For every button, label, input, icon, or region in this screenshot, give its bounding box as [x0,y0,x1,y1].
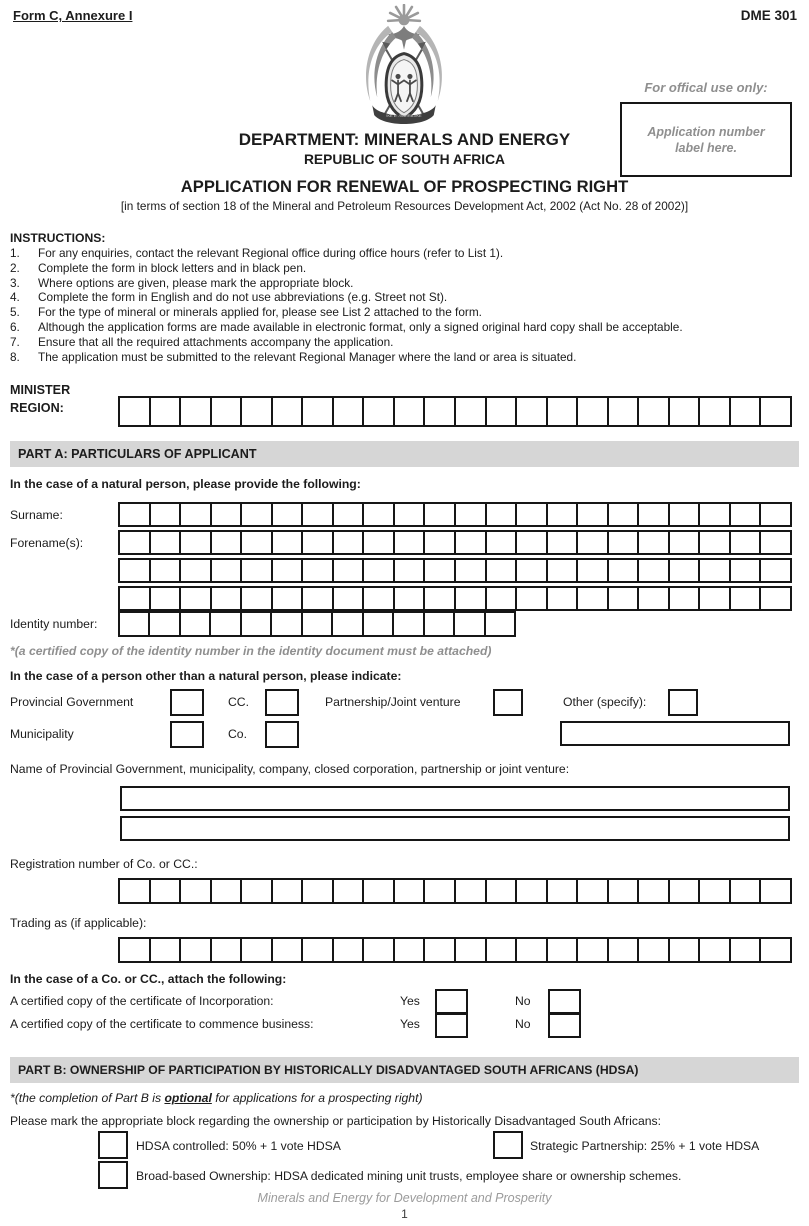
grid-cell[interactable] [393,398,424,425]
grid-cell[interactable] [698,939,729,961]
grid-cell[interactable] [698,398,729,425]
grid-cell[interactable] [515,398,546,425]
grid-cell[interactable] [240,398,271,425]
grid-cell[interactable] [148,613,178,635]
grid-cell[interactable] [485,398,516,425]
grid-cell[interactable] [120,613,148,635]
grid-cell[interactable] [454,398,485,425]
commence-yes-label: Yes [400,1017,420,1031]
grid-cell[interactable] [576,398,607,425]
grid-cell[interactable] [120,532,149,553]
grid-cell[interactable] [332,939,363,961]
grid-cell[interactable] [637,504,668,525]
grid-cell[interactable] [179,398,210,425]
registration-grid[interactable] [118,878,792,904]
grid-cell[interactable] [332,504,363,525]
application-number-placeholder: Application number label here. [647,124,765,155]
grid-cell[interactable] [210,939,241,961]
grid-cell[interactable] [149,398,180,425]
grid-cell[interactable] [515,588,546,609]
grid-cell[interactable] [607,532,638,553]
registration-heading: Registration number of Co. or CC.: [10,857,198,871]
municipality-checkbox[interactable] [170,721,204,748]
forename-grid-2[interactable] [118,558,792,583]
grid-cell[interactable] [637,532,668,553]
grid-cell[interactable] [546,588,577,609]
natural-person-heading: In the case of a natural person, please provide the following: [10,477,361,491]
grid-cell[interactable] [515,880,546,902]
grid-cell[interactable] [729,560,760,581]
grid-cell[interactable] [546,880,577,902]
grid-cell[interactable] [270,613,300,635]
grid-cell[interactable] [392,613,422,635]
grid-cell[interactable] [759,560,790,581]
grid-cell[interactable] [301,398,332,425]
instruction-item: 4. Complete the form in English and do not use abbreviations (e.g. Street not St). [10,290,448,305]
commence-yes-checkbox[interactable] [435,1013,468,1038]
trading-grid[interactable] [118,937,792,963]
grid-cell[interactable] [423,880,454,902]
incorporation-yes-checkbox[interactable] [435,989,468,1014]
grid-cell[interactable] [423,939,454,961]
identity-grid[interactable] [118,611,516,637]
identity-note: *(a certified copy of the identity number in the identity document must be attached) [10,644,492,658]
grid-cell[interactable] [271,504,302,525]
partnership-checkbox[interactable] [493,689,523,716]
surname-label: Surname: [10,508,63,522]
grid-cell[interactable] [637,588,668,609]
grid-cell[interactable] [668,939,699,961]
hdsa-controlled-label: HDSA controlled: 50% + 1 vote HDSA [136,1139,341,1153]
grid-cell[interactable] [698,588,729,609]
coat-of-arms-motto: !KE E: /XARRA //KE [386,113,422,119]
grid-cell[interactable] [546,560,577,581]
grid-cell[interactable] [546,398,577,425]
instruction-item: 2. Complete the form in block letters and in black pen. [10,260,307,275]
commence-no-label: No [515,1017,531,1031]
instruction-item: 3. Where options are given, please mark the appropriate block. [10,275,354,290]
grid-cell[interactable] [576,880,607,902]
official-use-label: For offical use only: [644,80,768,95]
hdsa-controlled-checkbox[interactable] [98,1131,128,1159]
grid-cell[interactable] [149,588,180,609]
commence-label: A certified copy of the certificate to commence business: [10,1017,314,1031]
grid-cell[interactable] [332,532,363,553]
identity-label: Identity number: [10,617,98,631]
grid-cell[interactable] [240,504,271,525]
other-specify-input[interactable] [560,721,790,746]
grid-cell[interactable] [393,880,424,902]
co-checkbox[interactable] [265,721,299,748]
municipality-label: Municipality [10,727,74,741]
part-b-header: PART B: OWNERSHIP OF PARTICIPATION BY HISTORICALLY DISADVANTAGED SOUTH AFRICANS (HDSA) [10,1057,799,1083]
grid-cell[interactable] [759,504,790,525]
incorporation-no-label: No [515,994,531,1008]
grid-cell[interactable] [332,560,363,581]
grid-cell[interactable] [485,504,516,525]
grid-cell[interactable] [240,560,271,581]
grid-cell[interactable] [485,880,516,902]
grid-cell[interactable] [423,588,454,609]
grid-cell[interactable] [759,532,790,553]
forename-grid-3[interactable] [118,586,792,611]
grid-cell[interactable] [485,939,516,961]
grid-cell[interactable] [454,939,485,961]
grid-cell[interactable] [423,560,454,581]
grid-cell[interactable] [393,532,424,553]
region-grid[interactable] [118,396,792,427]
grid-cell[interactable] [454,588,485,609]
grid-cell[interactable] [210,880,241,902]
grid-cell[interactable] [209,613,239,635]
grid-cell[interactable] [515,939,546,961]
grid-cell[interactable] [423,398,454,425]
grid-cell[interactable] [698,504,729,525]
grid-cell[interactable] [271,398,302,425]
grid-cell[interactable] [454,560,485,581]
footer-motto: Minerals and Energy for Development and Prosperity [257,1191,552,1205]
grid-cell[interactable] [240,532,271,553]
grid-cell[interactable] [362,613,392,635]
grid-cell[interactable] [362,504,393,525]
grid-cell[interactable] [149,880,180,902]
grid-cell[interactable] [362,398,393,425]
grid-cell[interactable] [668,398,699,425]
grid-cell[interactable] [120,880,149,902]
grid-cell[interactable] [210,588,241,609]
strategic-partnership-checkbox[interactable] [493,1131,523,1159]
grid-cell[interactable] [149,504,180,525]
grid-cell[interactable] [484,613,514,635]
grid-cell[interactable] [149,939,180,961]
page-number: 1 [401,1207,408,1221]
region-label: REGION: [10,401,64,415]
other-specify-label: Other (specify): [563,695,647,709]
grid-cell[interactable] [729,588,760,609]
grid-cell[interactable] [698,532,729,553]
grid-cell[interactable] [331,613,361,635]
surname-grid[interactable] [118,502,792,527]
grid-cell[interactable] [607,560,638,581]
grid-cell[interactable] [362,880,393,902]
grid-cell[interactable] [120,504,149,525]
grid-cell[interactable] [301,939,332,961]
instruction-item: 8. The application must be submitted to the relevant Regional Manager where the land or area is situated. [10,349,577,364]
grid-cell[interactable] [729,939,760,961]
grid-cell[interactable] [454,880,485,902]
grid-cell[interactable] [210,504,241,525]
grid-cell[interactable] [301,504,332,525]
grid-cell[interactable] [362,532,393,553]
form-code: Form C, Annexure I [13,8,133,23]
grid-cell[interactable] [332,588,363,609]
part-b-mark-note: Please mark the appropriate block regarding the ownership or participation by Historically Disadvantaged South Africans: [10,1114,662,1128]
cc-checkbox[interactable] [265,689,299,716]
grid-cell[interactable] [759,398,790,425]
grid-cell[interactable] [729,532,760,553]
grid-cell[interactable] [301,588,332,609]
grid-cell[interactable] [759,880,790,902]
broad-based-checkbox[interactable] [98,1161,128,1189]
grid-cell[interactable] [362,939,393,961]
page-title: APPLICATION FOR RENEWAL OF PROSPECTING RIGHT [180,177,629,196]
grid-cell[interactable] [515,560,546,581]
grid-cell[interactable] [149,532,180,553]
partnership-label: Partnership/Joint venture [325,695,461,709]
instruction-item: 1. For any enquiries, contact the relevant Regional office during office hours (refer to List 1). [10,246,504,260]
grid-cell[interactable] [607,939,638,961]
provincial-government-label: Provincial Government [10,695,134,709]
grid-cell[interactable] [546,532,577,553]
broad-based-label: Broad-based Ownership: HDSA dedicated mining unit trusts, employee share or ownership schemes. [136,1169,682,1183]
grid-cell[interactable] [210,398,241,425]
grid-cell[interactable] [759,588,790,609]
grid-cell[interactable] [240,588,271,609]
commence-no-checkbox[interactable] [548,1013,581,1038]
grid-cell[interactable] [515,504,546,525]
grid-cell[interactable] [453,613,483,635]
grid-cell[interactable] [607,398,638,425]
grid-cell[interactable] [729,880,760,902]
forename-label: Forename(s): [10,536,84,550]
grid-cell[interactable] [423,613,453,635]
grid-cell[interactable] [576,532,607,553]
grid-cell[interactable] [179,588,210,609]
grid-cell[interactable] [332,880,363,902]
grid-cell[interactable] [362,588,393,609]
grid-cell[interactable] [485,532,516,553]
grid-cell[interactable] [393,939,424,961]
incorporation-yes-label: Yes [400,994,420,1008]
grid-cell[interactable] [576,504,607,525]
grid-cell[interactable] [637,398,668,425]
grid-cell[interactable] [301,532,332,553]
grid-cell[interactable] [362,560,393,581]
attach-heading: In the case of a Co. or CC., attach the following: [10,972,287,986]
instructions-block [10,231,800,364]
grid-cell[interactable] [120,560,149,581]
grid-cell[interactable] [271,532,302,553]
incorporation-label: A certified copy of the certificate of Incorporation: [10,994,274,1008]
forename-grid-1[interactable] [118,530,792,555]
grid-cell[interactable] [301,560,332,581]
grid-cell[interactable] [454,504,485,525]
grid-cell[interactable] [240,880,271,902]
grid-cell[interactable] [576,560,607,581]
grid-cell[interactable] [120,588,149,609]
other-checkbox[interactable] [668,689,698,716]
grid-cell[interactable] [179,560,210,581]
strategic-partnership-label: Strategic Partnership: 25% + 1 vote HDSA [530,1139,760,1153]
grid-cell[interactable] [423,532,454,553]
grid-cell[interactable] [668,880,699,902]
grid-cell[interactable] [301,613,331,635]
grid-cell[interactable] [637,880,668,902]
incorporation-no-checkbox[interactable] [548,989,581,1014]
grid-cell[interactable] [271,939,302,961]
entity-name-heading: Name of Provincial Government, municipality, company, closed corporation, partnership or joint venture: [10,762,570,776]
grid-cell[interactable] [637,560,668,581]
entity-name-input-1[interactable] [120,786,790,811]
minister-label: MINISTER [10,383,71,397]
grid-cell[interactable] [149,560,180,581]
grid-cell[interactable] [637,939,668,961]
grid-cell[interactable] [607,504,638,525]
grid-cell[interactable] [393,588,424,609]
trading-heading: Trading as (if applicable): [10,916,147,930]
grid-cell[interactable] [546,939,577,961]
country-title: REPUBLIC OF SOUTH AFRICA [303,152,506,167]
optional-word: optional [164,1091,212,1105]
south-africa-coat-of-arms-icon [344,4,464,134]
grid-cell[interactable] [668,504,699,525]
grid-cell[interactable] [485,560,516,581]
grid-cell[interactable] [332,398,363,425]
grid-cell[interactable] [179,939,210,961]
grid-cell[interactable] [546,504,577,525]
grid-cell[interactable] [576,588,607,609]
instructions-heading: INSTRUCTIONS: [10,231,106,245]
grid-cell[interactable] [301,880,332,902]
instruction-item: 7. Ensure that all the required attachments accompany the application. [10,334,394,349]
grid-cell[interactable] [668,532,699,553]
instruction-item: 5. For the type of mineral or minerals applied for, please see List 2 attached to the form. [10,305,482,320]
grid-cell[interactable] [120,398,149,425]
grid-cell[interactable] [698,880,729,902]
grid-cell[interactable] [698,560,729,581]
dme-number: DME 301 [740,8,797,23]
grid-cell[interactable] [485,588,516,609]
grid-cell[interactable] [271,560,302,581]
grid-cell[interactable] [393,504,424,525]
grid-cell[interactable] [393,560,424,581]
grid-cell[interactable] [515,532,546,553]
grid-cell[interactable] [240,613,270,635]
grid-cell[interactable] [423,504,454,525]
grid-cell[interactable] [120,939,149,961]
grid-cell[interactable] [240,939,271,961]
department-title: DEPARTMENT: MINERALS AND ENERGY [238,130,571,149]
grid-cell[interactable] [607,880,638,902]
instruction-item: 6. Although the application forms are made available in electronic format, only a signed original hard copy shall be acceptable. [10,319,683,334]
grid-cell[interactable] [271,880,302,902]
grid-cell[interactable] [454,532,485,553]
page-subtitle: [in terms of section 18 of the Mineral and Petroleum Resources Development Act, 2002 (Act No. 28 of 2002)] [120,199,689,213]
grid-cell[interactable] [729,504,760,525]
provincial-government-checkbox[interactable] [170,689,204,716]
grid-cell[interactable] [576,939,607,961]
grid-cell[interactable] [179,880,210,902]
grid-cell[interactable] [668,588,699,609]
grid-cell[interactable] [179,504,210,525]
grid-cell[interactable] [210,532,241,553]
entity-name-input-2[interactable] [120,816,790,841]
part-a-header: PART A: PARTICULARS OF APPLICANT [10,441,799,467]
grid-cell[interactable] [607,588,638,609]
grid-cell[interactable] [179,532,210,553]
grid-cell[interactable] [210,560,241,581]
grid-cell[interactable] [668,560,699,581]
cc-label: CC. [228,695,249,709]
part-b-optional-note: *(the completion of Part B is optional for applications for a prospecting right) [10,1091,423,1105]
grid-cell[interactable] [271,588,302,609]
other-person-heading: In the case of a person other than a natural person, please indicate: [10,669,402,683]
grid-cell[interactable] [179,613,209,635]
co-label: Co. [228,727,247,741]
grid-cell[interactable] [729,398,760,425]
grid-cell[interactable] [759,939,790,961]
